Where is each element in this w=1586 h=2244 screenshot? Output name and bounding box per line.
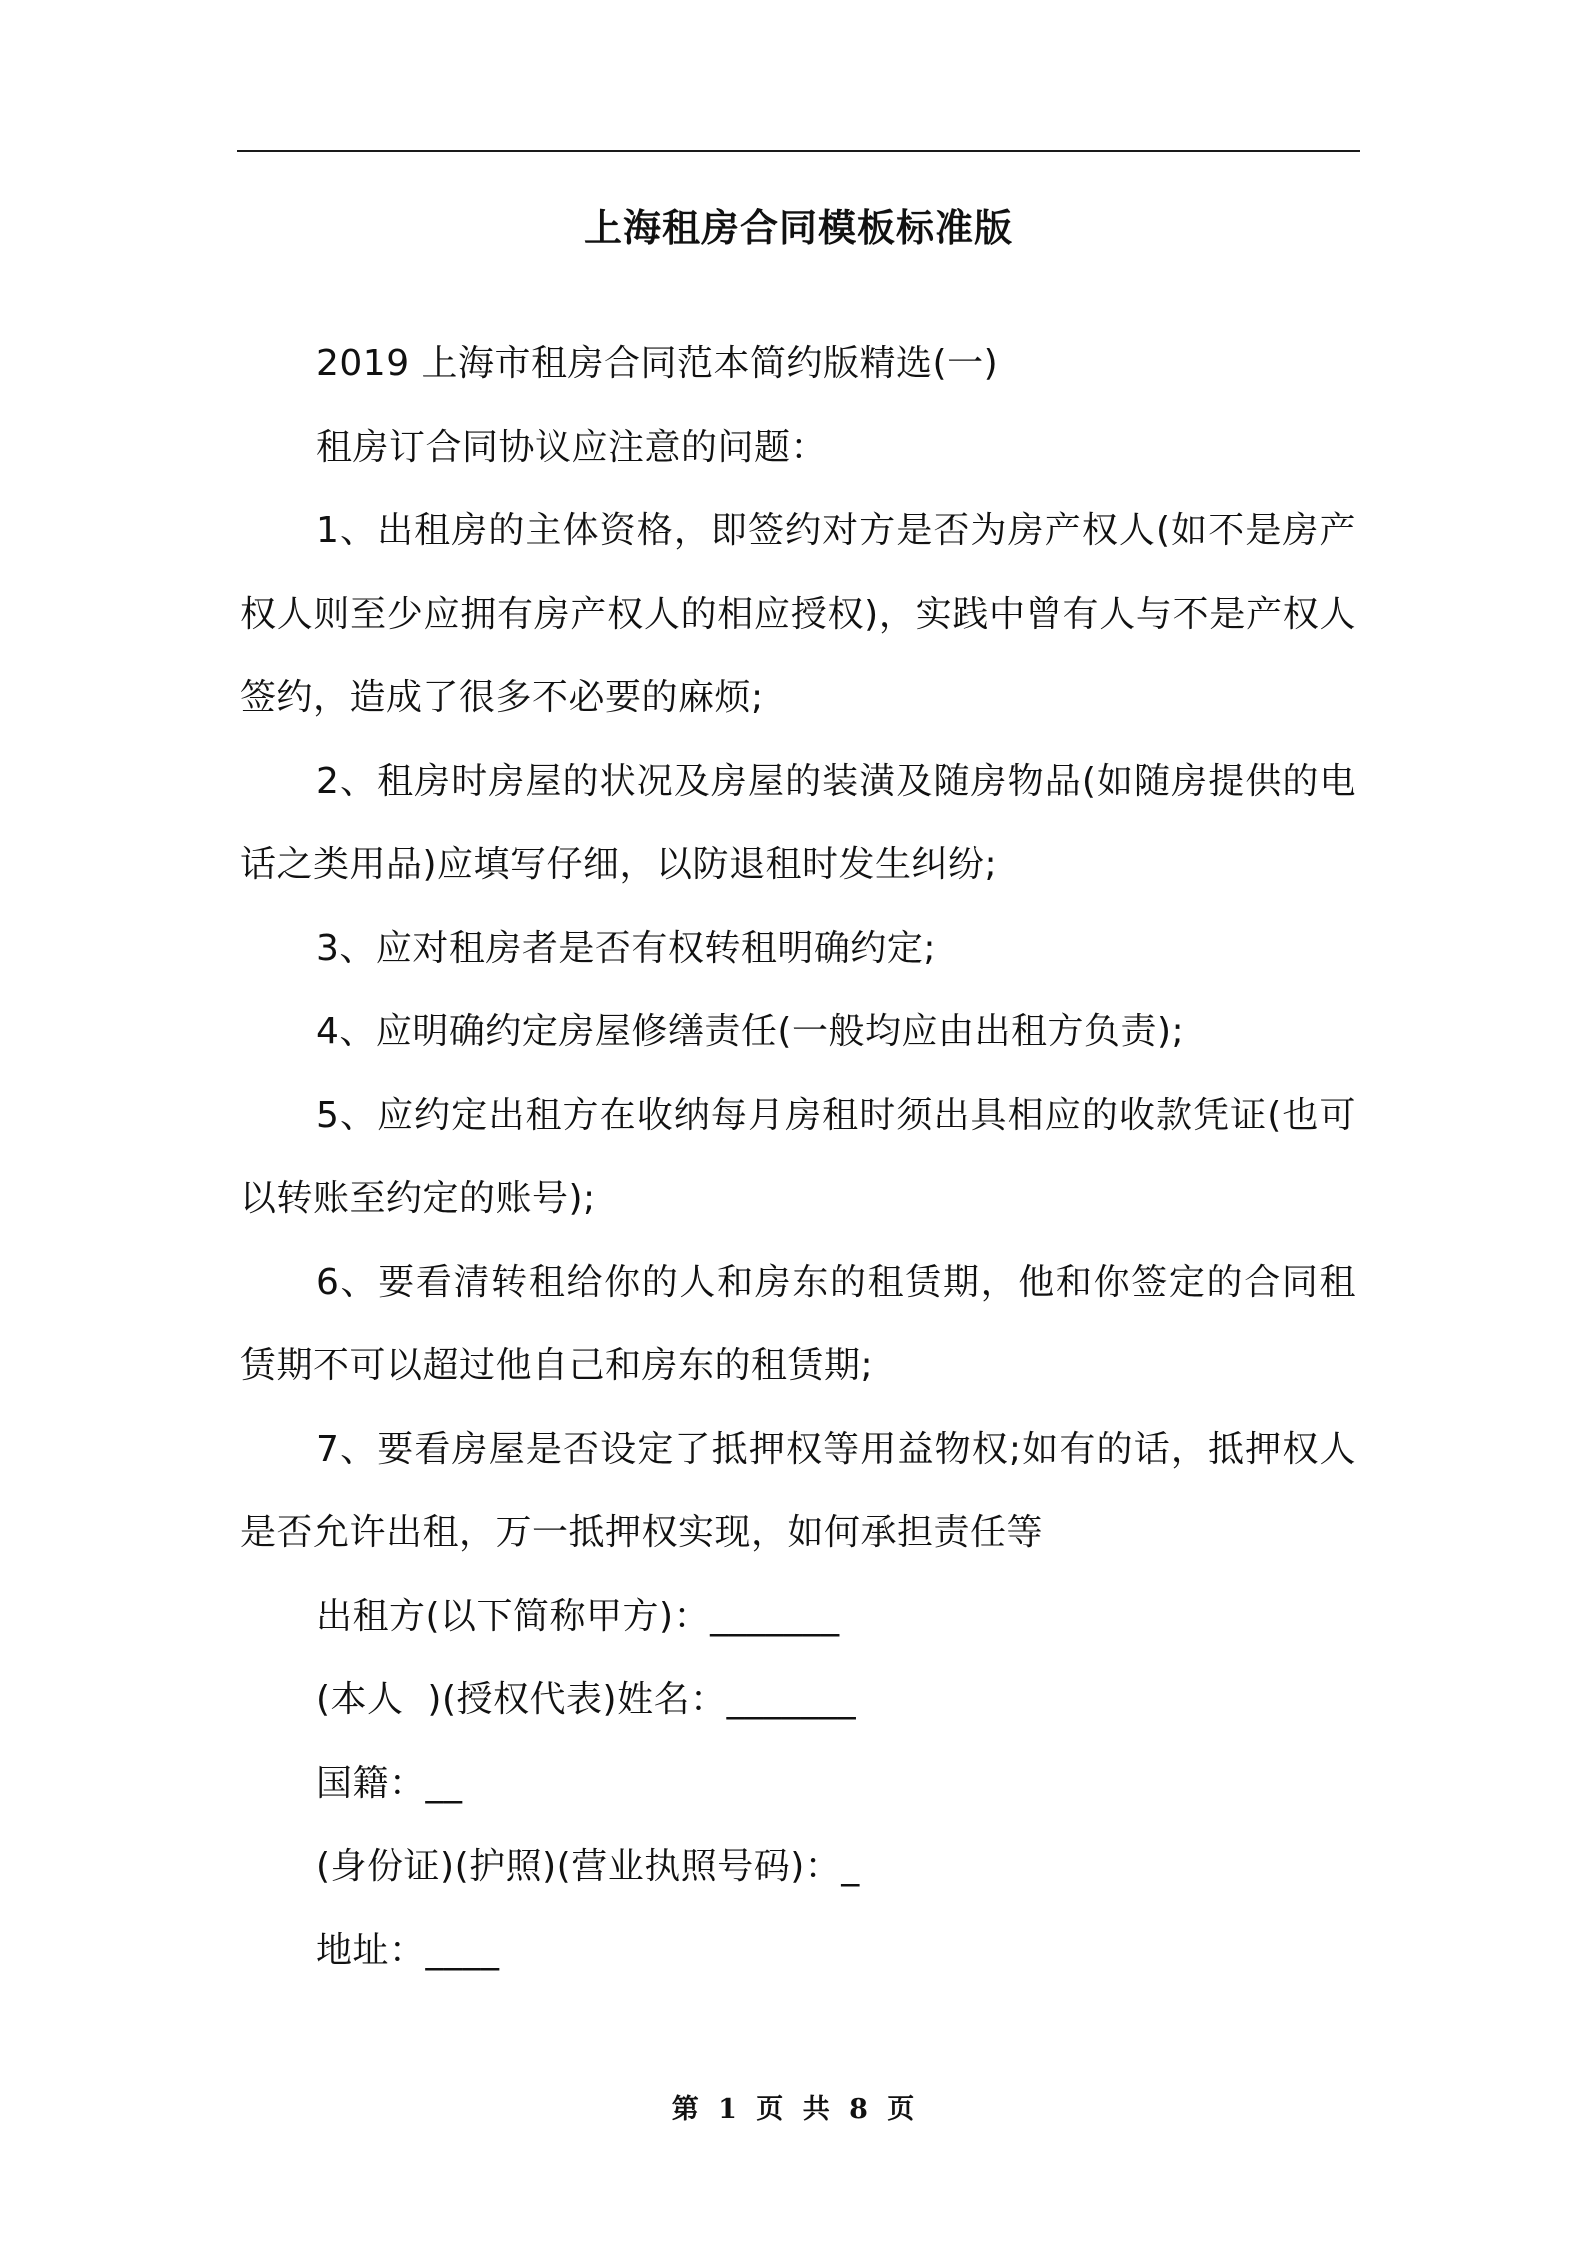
paragraph: 6、要看清转租给你的人和房东的租赁期，他和你签定的合同租赁期不可以超过他自己和房东的租赁期;	[240, 1261, 1356, 1386]
form-field-nationality: 国籍：__	[316, 1762, 463, 1804]
form-field-id-number: (身份证)(护照)(营业执照号码)：_	[316, 1846, 860, 1887]
paragraph: 3、应对租房者是否有权转租明确约定;	[316, 927, 937, 969]
form-field-address: 地址：____	[316, 1929, 500, 1971]
document-title: 上海租房合同模板标准版	[583, 206, 1013, 250]
form-field-lessor: 出租方(以下简称甲方)：_______	[316, 1595, 840, 1637]
paragraph: 1、出租房的主体资格，即签约对方是否为房产权人(如不是房产权人则至少应拥有房产权人的相应授权)，实践中曾有人与不是产权人签约，造成了很多不必要的麻烦;	[240, 510, 1356, 718]
paragraph: 2、租房时房屋的状况及房屋的装潢及随房物品(如随房提供的电话之类用品)应填写仔细，以防退租时发生纠纷;	[240, 760, 1356, 885]
page-number: 第 1 页 共 8 页	[671, 2094, 915, 2125]
paragraph: 5、应约定出租方在收纳每月房租时须出具相应的收款凭证(也可以转账至约定的账号);	[240, 1094, 1356, 1219]
header-rule	[237, 150, 1360, 152]
form-field-name: (本人 )(授权代表)姓名：_______	[316, 1679, 857, 1720]
paragraph: 租房订合同协议应注意的问题：	[316, 426, 828, 468]
document-body	[240, 322, 1356, 1992]
paragraph: 4、应明确约定房屋修缮责任(一般均应由出租方负责);	[316, 1011, 1185, 1052]
paragraph: 7、要看房屋是否设定了抵押权等用益物权;如有的话，抵押权人是否允许出租，万一抵押权实现，如何承担责任等	[240, 1428, 1356, 1553]
paragraph: 2019 上海市租房合同范本简约版精选(一)	[316, 343, 999, 384]
